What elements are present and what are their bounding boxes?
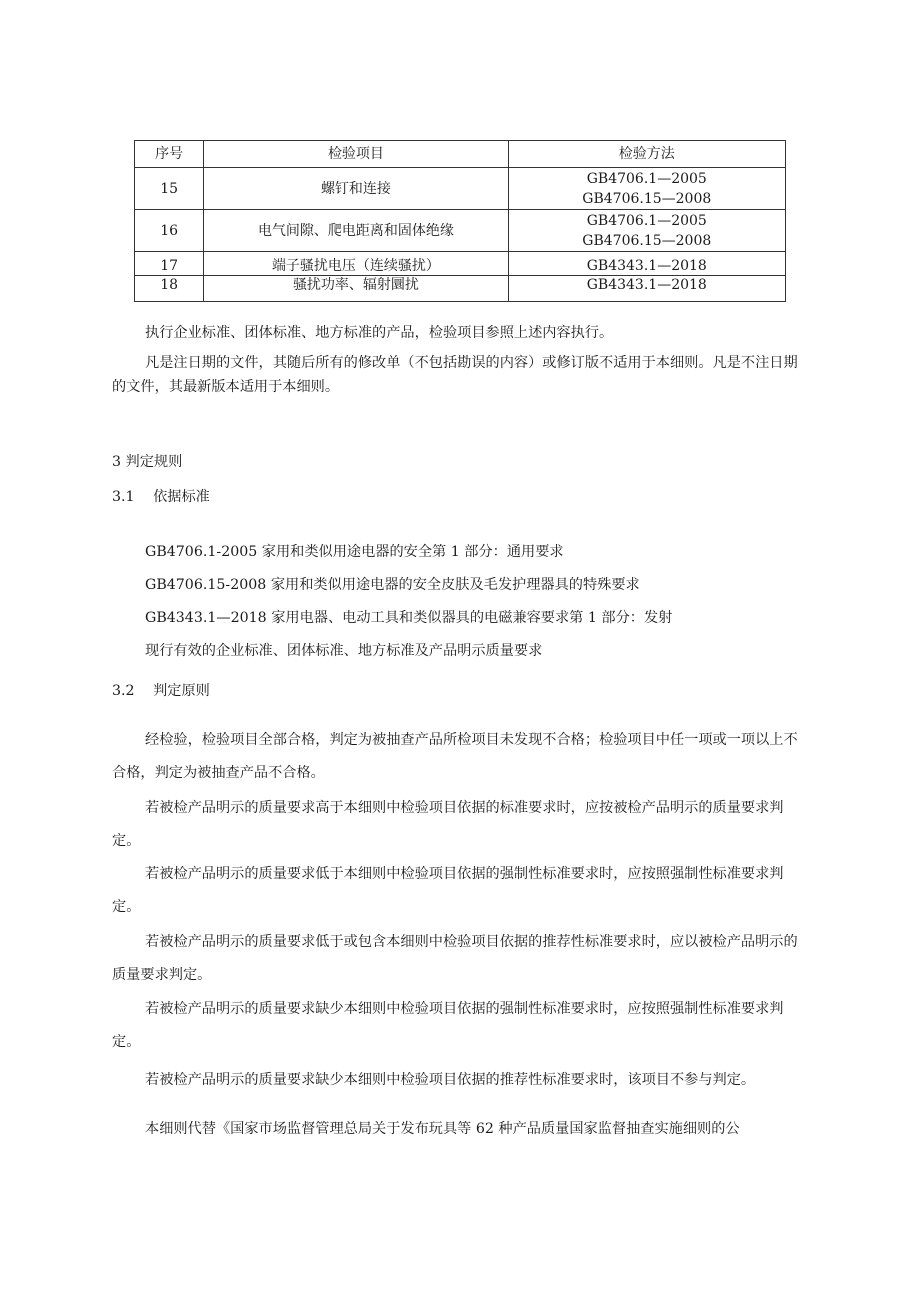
row-seq: 15 — [135, 168, 204, 210]
row-item: 骚扰功率、辐射圜扰 — [204, 276, 508, 302]
table-header-row — [135, 141, 786, 168]
heading-number: 3.1 — [112, 489, 135, 505]
paragraph-judgement-6: 若被检产品明示的质量要求缺少本细则中检验项目依据的推荐性标准要求时，该项目不参与判定。 — [145, 1072, 756, 1088]
heading-title: 依据标准 — [153, 489, 210, 505]
paragraph-judgement-4: 若被检产品明示的质量要求低于或包含本细则中检验项目依据的推荐性标准要求时，应以被检产品明示的质量要求判定。 — [112, 934, 798, 983]
heading-title: 判定原则 — [153, 683, 210, 699]
header-item: 检验项目 — [204, 141, 508, 168]
header-seq: 序号 — [135, 141, 204, 168]
row-seq: 16 — [135, 210, 204, 252]
row-method: GB4343.1—2018 — [508, 276, 785, 302]
method-line: GB4706.1—2005 — [586, 212, 707, 229]
paragraph-dated: 凡是注日期的文件，其随后所有的修改单（不包括勘误的内容）或修订版不适用于本细则。凡是不注日期的文件，其最新版本适用于本细则。 — [112, 355, 798, 395]
paragraph-exec: 执行企业标准、团体标准、地方标准的产品，检验项目参照上述内容执行。 — [145, 325, 614, 341]
row-seq: 17 — [135, 252, 204, 276]
paragraph-judgement-5: 若被检产品明示的质量要求缺少本细则中检验项目依据的强制性标准要求时，应按照强制性标准要求判定。 — [112, 1001, 784, 1050]
standard-item: GB4706.15-2008 家用和类似用途电器的安全皮肤及毛发护理器具的特殊要求 — [145, 577, 640, 593]
row-item: 螺钉和连接 — [204, 168, 508, 210]
method-line: GB4706.15—2008 — [582, 190, 712, 207]
paragraph-judgement-2: 若被检产品明示的质量要求高于本细则中检验项目依据的标准要求时，应按被检产品明示的质量要求判定。 — [112, 800, 784, 849]
row-item: 电气间隙、爬电距离和固体绝缘 — [204, 210, 508, 252]
standard-item: 现行有效的企业标准、团体标准、地方标准及产品明示质量要求 — [145, 643, 543, 659]
paragraph-replacement: 本细则代替《国家市场监督管理总局关于发布玩具等 62 种产品质量国家监督抽查实施细则的公 — [145, 1121, 740, 1137]
standard-item: GB4706.1-2005 家用和类似用途电器的安全第 1 部分：通用要求 — [145, 544, 564, 560]
row-seq: 18 — [135, 276, 204, 302]
inspection-table — [134, 140, 786, 302]
table-row — [135, 252, 786, 276]
table-row — [135, 276, 786, 302]
row-item: 端子骚扰电压（连续骚扰） — [204, 252, 508, 276]
paragraph-judgement-1: 经检验，检验项目全部合格，判定为被抽查产品所检项目未发现不合格；检验项目中任一项或一项以上不合格，判定为被抽查产品不合格。 — [112, 732, 798, 781]
heading-3-1 — [112, 486, 210, 506]
method-line: GB4706.15—2008 — [582, 232, 712, 249]
header-method: 检验方法 — [508, 141, 785, 168]
heading-3: 3 判定规则 — [112, 454, 183, 470]
table-row — [135, 168, 786, 210]
heading-3-2 — [112, 680, 210, 700]
heading-number: 3.2 — [112, 683, 135, 699]
standard-item: GB4343.1—2018 家用电器、电动工具和类似器具的电磁兼容要求第 1 部分：发射 — [145, 610, 673, 626]
row-method — [508, 210, 785, 252]
paragraph-judgement-3: 若被检产品明示的质量要求低于本细则中检验项目依据的强制性标准要求时，应按照强制性标准要求判定。 — [112, 866, 784, 915]
row-method: GB4343.1—2018 — [508, 252, 785, 276]
table-row — [135, 210, 786, 252]
row-method — [508, 168, 785, 210]
method-line: GB4706.1—2005 — [586, 170, 707, 187]
